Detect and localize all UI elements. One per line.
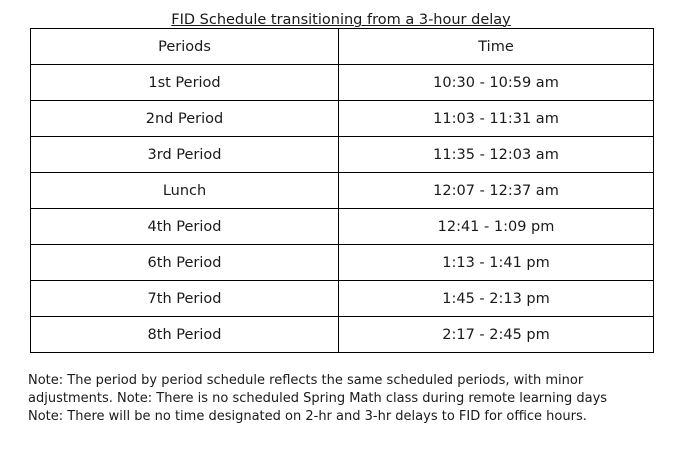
period-cell: 8th Period [31, 317, 339, 353]
time-cell: 10:30 - 10:59 am [339, 65, 654, 101]
period-cell: 7th Period [31, 281, 339, 317]
period-cell: 4th Period [31, 209, 339, 245]
table-row [31, 209, 654, 245]
time-cell: 11:35 - 12:03 am [339, 137, 654, 173]
table-row [31, 317, 654, 353]
time-cell: 11:03 - 11:31 am [339, 101, 654, 137]
schedule-title: FID Schedule transitioning from a 3-hour delay [171, 12, 511, 28]
table-row [31, 101, 654, 137]
period-cell: 3rd Period [31, 137, 339, 173]
table-row [31, 281, 654, 317]
period-cell: 2nd Period [31, 101, 339, 137]
time-cell: 12:41 - 1:09 pm [339, 209, 654, 245]
time-cell: 2:17 - 2:45 pm [339, 317, 654, 353]
table-header-row [31, 29, 654, 65]
period-cell: 6th Period [31, 245, 339, 281]
time-cell: 12:07 - 12:37 am [339, 173, 654, 209]
period-cell: Lunch [31, 173, 339, 209]
table-row [31, 245, 654, 281]
table-row [31, 137, 654, 173]
schedule-table [30, 28, 654, 353]
period-cell: 1st Period [31, 65, 339, 101]
time-cell: 1:45 - 2:13 pm [339, 281, 654, 317]
table-row [31, 65, 654, 101]
header-periods: Periods [31, 29, 339, 65]
header-time: Time [339, 29, 654, 65]
table-row [31, 173, 654, 209]
time-cell: 1:13 - 1:41 pm [339, 245, 654, 281]
schedule-note: Note: The period by period schedule reflects the same scheduled periods, with minor adjustments. Note: There is no scheduled Spring Math class during remote learning days Note: There will be no time designated on 2-hr and 3-hr delays to FID for office hours. [28, 373, 608, 424]
